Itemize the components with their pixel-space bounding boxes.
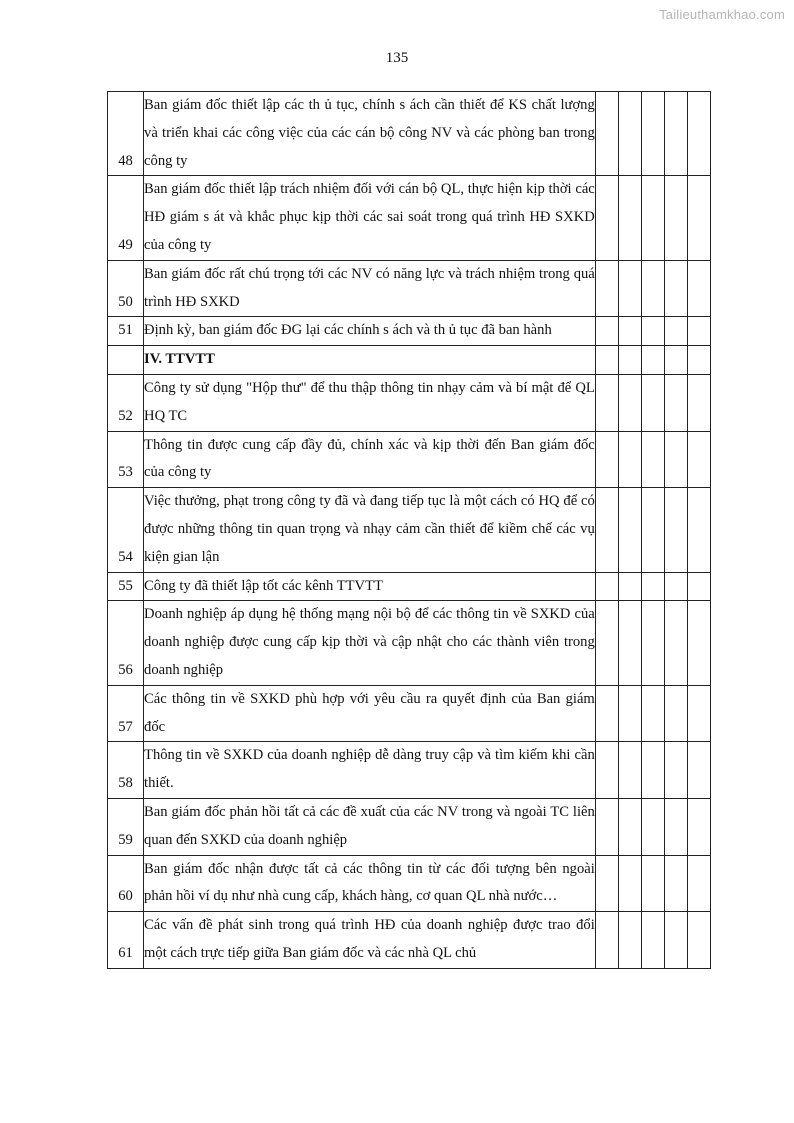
rating-cell-4 — [664, 572, 687, 601]
rating-cell-3 — [641, 912, 664, 969]
rating-cell-5 — [687, 260, 710, 317]
rating-cell-5 — [687, 855, 710, 912]
row-number: 55 — [108, 572, 144, 601]
rating-cell-1 — [595, 260, 618, 317]
rating-cell-5 — [687, 742, 710, 799]
rating-cell-4 — [664, 488, 687, 572]
table-row — [108, 260, 711, 317]
rating-cell-1 — [595, 176, 618, 260]
watermark: Tailieuthamkhao.com — [659, 7, 785, 22]
statement-text: Thông tin về SXKD của doanh nghiệp dễ dàng truy cập và tìm kiếm khi cần thiết. — [144, 742, 596, 799]
rating-cell-3 — [641, 176, 664, 260]
rating-cell-4 — [664, 260, 687, 317]
section-title: IV. TTVTT — [144, 346, 596, 375]
section-header-row — [108, 346, 711, 375]
table-row — [108, 92, 711, 176]
table-row — [108, 855, 711, 912]
rating-cell-3 — [641, 346, 664, 375]
rating-cell-5 — [687, 798, 710, 855]
table-row — [108, 374, 711, 431]
table-row — [108, 742, 711, 799]
rating-cell-3 — [641, 260, 664, 317]
row-number: 56 — [108, 601, 144, 685]
rating-cell-1 — [595, 572, 618, 601]
rating-cell-4 — [664, 685, 687, 742]
rating-cell-5 — [687, 317, 710, 346]
statement-text: Ban giám đốc rất chú trọng tới các NV có năng lực và trách nhiệm trong quá trình HĐ SXKD — [144, 260, 596, 317]
rating-cell-4 — [664, 92, 687, 176]
rating-cell-2 — [618, 601, 641, 685]
row-number: 50 — [108, 260, 144, 317]
rating-cell-1 — [595, 346, 618, 375]
table-row — [108, 488, 711, 572]
rating-cell-1 — [595, 742, 618, 799]
rating-cell-1 — [595, 317, 618, 346]
rating-cell-1 — [595, 912, 618, 969]
rating-cell-4 — [664, 317, 687, 346]
rating-cell-1 — [595, 374, 618, 431]
rating-cell-2 — [618, 685, 641, 742]
table-row — [108, 431, 711, 488]
rating-cell-1 — [595, 431, 618, 488]
rating-cell-2 — [618, 317, 641, 346]
statement-text: Các thông tin về SXKD phù hợp với yêu cầu ra quyết định của Ban giám đốc — [144, 685, 596, 742]
statement-text: Ban giám đốc phản hồi tất cả các đề xuất của các NV trong và ngoài TC liên quan đến SXKD của doanh nghiệp — [144, 798, 596, 855]
rating-cell-2 — [618, 572, 641, 601]
rating-cell-5 — [687, 601, 710, 685]
rating-cell-1 — [595, 488, 618, 572]
table-row — [108, 176, 711, 260]
row-number: 57 — [108, 685, 144, 742]
rating-cell-5 — [687, 488, 710, 572]
rating-cell-3 — [641, 317, 664, 346]
rating-cell-2 — [618, 260, 641, 317]
rating-cell-4 — [664, 374, 687, 431]
row-number: 61 — [108, 912, 144, 969]
rating-cell-5 — [687, 374, 710, 431]
rating-cell-4 — [664, 346, 687, 375]
table-row — [108, 912, 711, 969]
rating-cell-3 — [641, 572, 664, 601]
row-number: 60 — [108, 855, 144, 912]
rating-cell-5 — [687, 572, 710, 601]
rating-cell-4 — [664, 855, 687, 912]
row-number: 53 — [108, 431, 144, 488]
rating-cell-2 — [618, 742, 641, 799]
rating-cell-2 — [618, 431, 641, 488]
row-number — [108, 346, 144, 375]
rating-cell-2 — [618, 488, 641, 572]
rating-cell-5 — [687, 176, 710, 260]
statement-text: Thông tin được cung cấp đầy đủ, chính xác và kịp thời đến Ban giám đốc của công ty — [144, 431, 596, 488]
rating-cell-2 — [618, 176, 641, 260]
rating-cell-2 — [618, 92, 641, 176]
row-number: 54 — [108, 488, 144, 572]
row-number: 58 — [108, 742, 144, 799]
rating-cell-4 — [664, 601, 687, 685]
rating-cell-3 — [641, 488, 664, 572]
rating-cell-4 — [664, 912, 687, 969]
statement-text: Ban giám đốc thiết lập các th ủ tục, chính s ách cần thiết để KS chất lượng và triển khai các công việc của các cán bộ công NV và các phòng ban trong công ty — [144, 92, 596, 176]
rating-cell-1 — [595, 798, 618, 855]
rating-cell-4 — [664, 798, 687, 855]
rating-cell-1 — [595, 601, 618, 685]
rating-cell-3 — [641, 431, 664, 488]
rating-cell-3 — [641, 374, 664, 431]
row-number: 48 — [108, 92, 144, 176]
rating-cell-3 — [641, 742, 664, 799]
rating-cell-3 — [641, 798, 664, 855]
survey-table — [107, 91, 711, 969]
statement-text: Ban giám đốc thiết lập trách nhiệm đối với cán bộ QL, thực hiện kịp thời các HĐ giám s át và khắc phục kịp thời các sai soát trong quá trình HĐ SXKD của công ty — [144, 176, 596, 260]
rating-cell-3 — [641, 685, 664, 742]
statement-text: Công ty sử dụng "Hộp thư" để thu thập thông tin nhạy cảm và bí mật để QL HQ TC — [144, 374, 596, 431]
statement-text: Công ty đã thiết lập tốt các kênh TTVTT — [144, 572, 596, 601]
rating-cell-5 — [687, 685, 710, 742]
table-row — [108, 685, 711, 742]
rating-cell-5 — [687, 912, 710, 969]
rating-cell-2 — [618, 855, 641, 912]
table-row — [108, 601, 711, 685]
row-number: 52 — [108, 374, 144, 431]
rating-cell-3 — [641, 92, 664, 176]
rating-cell-5 — [687, 346, 710, 375]
rating-cell-4 — [664, 176, 687, 260]
rating-cell-1 — [595, 685, 618, 742]
rating-cell-2 — [618, 374, 641, 431]
table-row — [108, 572, 711, 601]
table-row — [108, 798, 711, 855]
rating-cell-2 — [618, 912, 641, 969]
rating-cell-3 — [641, 855, 664, 912]
rating-cell-4 — [664, 742, 687, 799]
table-row — [108, 317, 711, 346]
rating-cell-1 — [595, 855, 618, 912]
rating-cell-5 — [687, 431, 710, 488]
row-number: 51 — [108, 317, 144, 346]
row-number: 49 — [108, 176, 144, 260]
rating-cell-1 — [595, 92, 618, 176]
statement-text: Các vấn đề phát sinh trong quá trình HĐ của doanh nghiệp được trao đổi một cách trực tiếp giữa Ban giám đốc và các nhà QL chủ — [144, 912, 596, 969]
rating-cell-3 — [641, 601, 664, 685]
statement-text: Định kỳ, ban giám đốc ĐG lại các chính s ách và th ủ tục đã ban hành — [144, 317, 596, 346]
rating-cell-2 — [618, 346, 641, 375]
statement-text: Ban giám đốc nhận được tất cả các thông tin từ các đối tượng bên ngoài phản hồi ví dụ như nhà cung cấp, khách hàng, cơ quan QL nhà nước… — [144, 855, 596, 912]
rating-cell-2 — [618, 798, 641, 855]
statement-text: Doanh nghiệp áp dụng hệ thống mạng nội bộ để các thông tin về SXKD của doanh nghiệp được cung cấp kịp thời và cập nhật cho các thành viên trong doanh nghiệp — [144, 601, 596, 685]
rating-cell-4 — [664, 431, 687, 488]
page-number: 135 — [385, 50, 409, 66]
statement-text: Việc thưởng, phạt trong công ty đã và đang tiếp tục là một cách có HQ để có được những thông tin quan trọng và nhạy cảm cần thiết để kiềm chế các vụ kiện gian lận — [144, 488, 596, 572]
rating-cell-5 — [687, 92, 710, 176]
row-number: 59 — [108, 798, 144, 855]
